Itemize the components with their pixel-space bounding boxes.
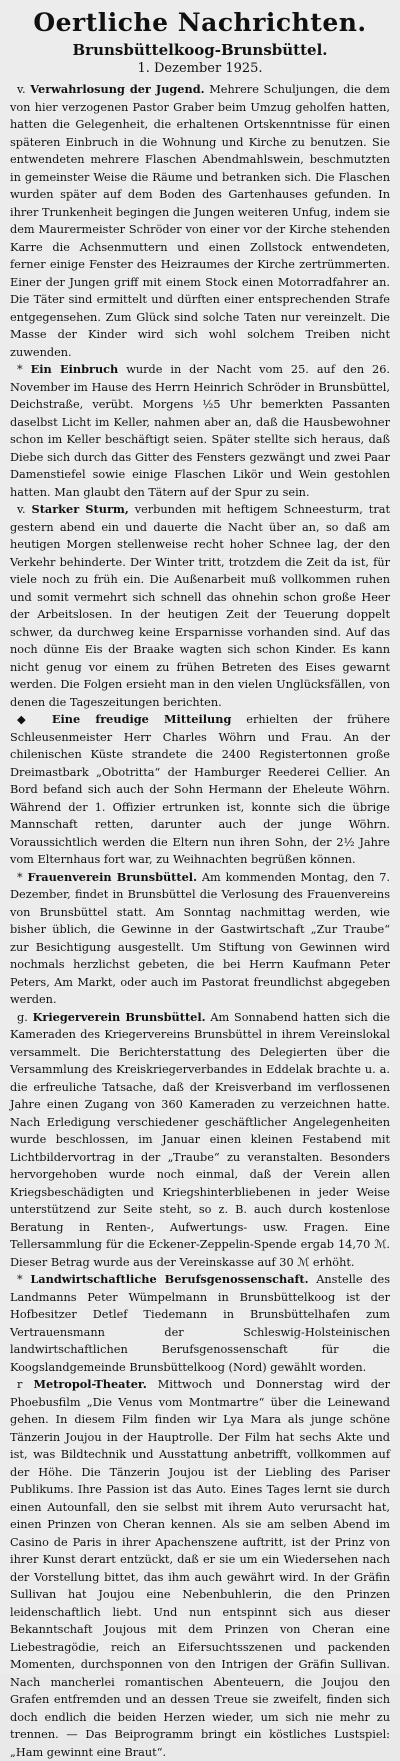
- article-heading: Frauenverein Brunsbüttel.: [27, 869, 198, 884]
- article-prefix: ◆: [17, 713, 37, 726]
- article-verwahrlosung: [10, 81, 390, 361]
- masthead: [10, 8, 390, 77]
- article-body: erhielten der frühere Schleusenmeister Herr Charles Wöhrn und Frau. An der chilenischen Küste strandete die 2400 Registertonnen große Dreimastbark „Obotritta“ der Hamburger Reederei Cellier. An Bord befand sich auch der Sohn Hermann der Eheleute Wöhrn. Während der 1. Offizier ertrunken ist, konnte sich die übrige Mannschaft retten, darunter auch der junge Wöhrn. Voraussichtlich werden die Eltern nun ihren Sohn, der 2½ Jahre vom Elternhaus fort war, zu Weihnachten begrüßen können.: [10, 713, 390, 866]
- article-body: Mittwoch und Donnerstag wird der Phoebusfilm „Die Venus vom Montmartre“ über die Leinewand gehen. In diesem Film finden wir Lya Mara als junge schöne Tänzerin Joujou in der Hauptrolle. Der Film hat sechs Akte und ist, was Bildtechnik und Ausstattung anbetrifft, vollkommen auf der Höhe. Die Tänzerin Joujou ist der Liebling des Pariser Publikums. Ihre Passion ist das Auto. Eines Tages lernt sie durch einen Autounfall, den sie selbst mit ihrem Auto verursacht hat, einen Prinzen von Cheran kennen. Als sie am selben Abend im Casino de Paris in ihrer Apachenszene auftritt, ist der Prinz von ihrer Kunst derart entzückt, daß er sie um ein Wiedersehen nach der Vorstellung bittet, das ihm auch gewährt wird. In der Gräfin Sullivan hat Joujou eine Nebenbuhlerin, die den Prinzen leidenschaftlich liebt. Und nun entspinnt sich aus dieser Bekanntschaft Joujous mit dem Prinzen von Cheran eine Liebestragödie, reich an Eifersuchtsszenen und packenden Momenten, durchsponnen von den Intrigen der Gräfin Sullivan. Nach mancherlei romantischen Abenteuern, die Joujou den Grafen entfremden und an dessen Treue sie zweifelt, finden sich doch endlich die beiden Herzen wieder, um sich nie mehr zu trennen. — Das Beiprogramm bringt ein köstliches Lustspiel: „Ham gewinnt eine Braut“.: [10, 1378, 391, 1759]
- article-body: wurde in der Nacht vom 25. auf den 26. November im Hause des Herrn Heinrich Schröder in Brunsbüttel, Deichstraße, verübt. Morgens ½5 Uhr bemerkten Passanten daselbst Licht im Keller, nahmen aber an, daß die Hausbewohner schon im Keller beschäftigt seien. Später stellte sich heraus, daß Diebe sich durch das Gitter des Fensters gezwängt und zwei Paar Damenstiefel sowie einige Flaschen Likör und Wein gestohlen hatten. Man glaubt den Tätern auf der Spur zu sein.: [10, 363, 391, 499]
- article-body: Anstelle des Landmanns Peter Wümpelmann in Brunsbüttelkoog ist der Hofbesitzer Detlef Tiedemann in Brunsbüttelhafen zum Vertrauensmann der Schleswig-Holsteinischen landwirtschaftlichen Berufsgenossenschaft für die Koogslandgemeinde Brunsbüttelkoog (Nord) gewählt worden.: [10, 1273, 391, 1374]
- article-prefix: *: [17, 1273, 23, 1286]
- article-mitteilung: [10, 711, 390, 869]
- article-kriegerverein: [10, 1009, 390, 1272]
- article-heading: Landwirtschaftliche Berufsgenossenschaft.: [30, 1272, 309, 1286]
- article-body: Am kommenden Montag, den 7. Dezember, findet in Brunsbüttel die Verlosung des Frauenvereins von Brunsbüttel statt. Am Sonntag nachmittag werden, wie bisher üblich, die Gewinne in der Gastwirtschaft „Zur Traube“ zur Besichtigung ausgestellt. Um Stiftung von Gewinnen wird nochmals herzlichst gebeten, die bei Herrn Kaufmann Peter Peters, Am Markt, oder auch im Pastorat freundlichst abgegeben werden.: [10, 870, 391, 1006]
- article-body: Am Sonnabend hatten sich die Kameraden des Kriegervereins Brunsbüttel in ihrem Vereinslokal versammelt. Die Berichterstattung des Delegierten über die Versammlung des Kreiskriegerverbandes in Eddelak brachte u. a. die erfreuliche Tatsache, daß der Kreisverband im verflossenen Jahre einen Zugang von 360 Kameraden zu verzeichnen hatte. Nach Erledigung verschiedener geschäftlicher Angelegenheiten wurde beschlossen, im Januar einen kleinen Festabend mit Lichtbildervortrag in der „Traube“ zu veranstalten. Besonders hervorgehoben wurde noch einmal, daß der Verein allen Kriegsbeschädigten und Kriegshinterbliebenen in jeder Weise unterstützend zur Seite steht, so z. B. auch durch kostenlose Beratung in Renten-, Aufwertungs- usw. Fragen. Eine Tellersammlung für die Eckener-Zeppelin-Spende ergab 14,70 ℳ. Dieser Betrag wurde aus der Vereinskasse auf 30 ℳ erhöht.: [10, 1010, 391, 1269]
- article-berufsgenossenschaft: [10, 1271, 390, 1376]
- article-sturm: [10, 501, 390, 711]
- article-heading: Eine freudige Mitteilung: [51, 712, 232, 726]
- article-einbruch: [10, 361, 390, 501]
- article-heading: Kriegerverein Brunsbüttel.: [32, 1009, 206, 1024]
- article-heading: Starker Sturm,: [31, 502, 129, 516]
- article-body: Mehrere Schuljungen, die dem von hier verzogenen Pastor Graber beim Umzug geholfen hatten, hatten die Gelegenheit, die erhaltenen Ortskenntnisse für einen späteren Einbruch in die Wohnung und Kirche zu benutzen. Sie entwendeten mehrere Flaschen Abendmahlswein, beschmutzten in gemeinster Weise die Räume und betranken sich. Die Flaschen wurden später auf dem Boden des Gartenhauses gefunden. In ihrer Trunkenheit begingen die Jungen weiteren Unfug, indem sie dem Maurermeister Schröder von einer vor der Kirche stehenden Karre die Achsenmuttern und einen Zollstock entwendeten, ferner einige Fenster des Heizraumes der Kirche zertrümmerten. Einer der Jungen griff mit einem Stock einen Motorradfahrer an. Die Täter sind ermittelt und dürften einer entsprechenden Strafe entgegensehen. Zum Glück sind solche Taten nur vereinzelt. Die Masse der Kinder wird sich wohl solchem Treiben nicht zuwenden.: [10, 83, 391, 359]
- article-prefix: v.: [17, 83, 26, 96]
- article-heading: Verwahrlosung der Jugend.: [30, 82, 205, 96]
- article-frauenverein: [10, 869, 390, 1009]
- article-prefix: v.: [17, 503, 26, 516]
- page-title: Oertliche Nachrichten.: [33, 8, 367, 37]
- article-heading: Metropol-Theater.: [33, 1377, 147, 1391]
- article-prefix: r: [17, 1378, 23, 1391]
- article-heading: Ein Einbruch: [30, 362, 119, 376]
- section-subtitle: Brunsbüttelkoog-Brunsbüttel.: [72, 41, 328, 59]
- article-prefix: *: [17, 363, 23, 376]
- article-prefix: *: [17, 870, 23, 884]
- article-body: verbunden mit heftigem Schneesturm, trat gestern abend ein und dauerte die Nacht über an, so daß am heutigen Morgen stellenweise recht hoher Schnee lag, der den Verkehr behinderte. Der Winter tritt, trotzdem die Zeit da ist, für viele noch zu früh ein. Die Außenarbeit muß vollkommen ruhen und somit vermehrt sich schnell das ohnehin schon große Heer der Arbeitslosen. In der heutigen Zeit der Teuerung doppelt schwer, da durchweg keine Ersparnisse vorhanden sind. Auf das noch dünne Eis der Braake wagten sich schon Kinder. Es kann nicht genug vor einem zu frühen Betreten des Eises gewarnt werden. Die Folgen ersieht man in den vielen Unglücksfällen, von denen die Tageszeitungen berichten.: [10, 503, 390, 709]
- article-prefix: g.: [17, 1010, 28, 1024]
- dateline: 1. Dezember 1925.: [137, 61, 263, 76]
- article-metropol-theater: [10, 1376, 390, 1761]
